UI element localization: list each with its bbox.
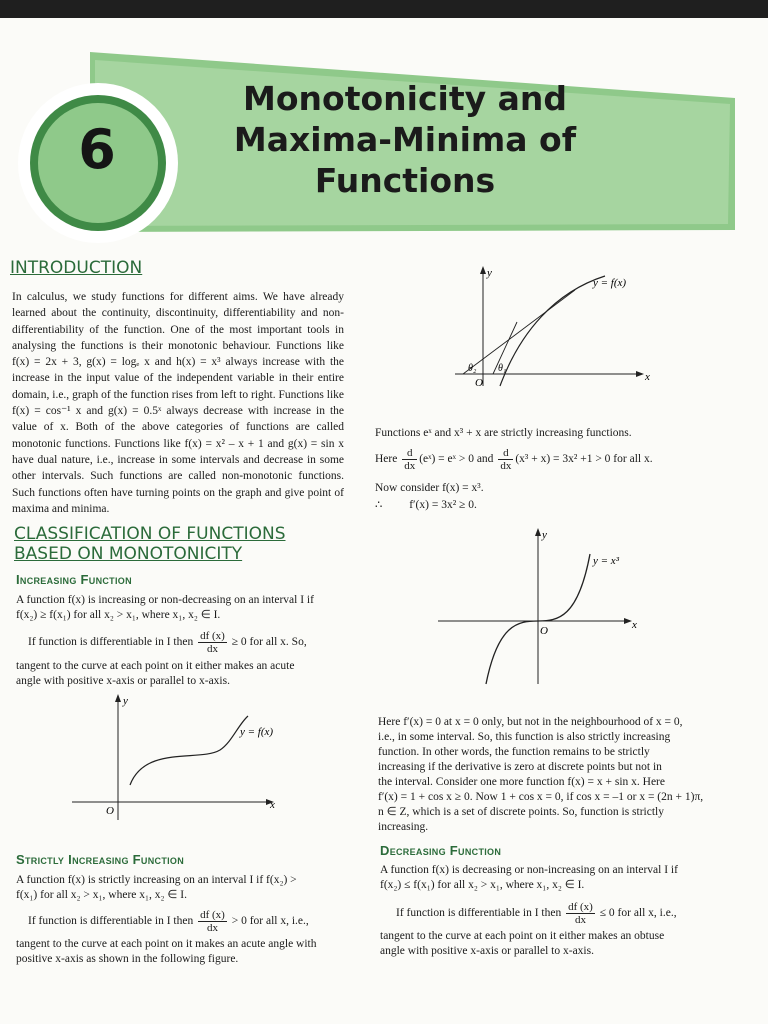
fraction-denominator: dx [206,922,218,934]
increasing-function-heading: Increasing Function [16,572,132,587]
condition-prefix: If function is differentiable in I then [396,907,562,920]
increasing-def-line: angle with positive x-axis or parallel to x-axis. [16,675,230,687]
fraction-denominator: dx [500,460,512,472]
condition-prefix: If function is differentiable in I then [28,915,194,928]
angle-label: θ₁ [498,363,507,374]
intro-heading: INTRODUCTION [10,258,143,278]
classification-heading [14,524,286,564]
derivative-expression: (eˣ) = eˣ > 0 and [419,453,494,466]
intro-paragraph: In calculus, we study functions for different aims. We have already learned about the continuity, discontinuity, differentiability and non-differentiability of the function. One of the most important tools in analysing the functions is their monotonic behaviour. Functions like f(x) = 2x + 3, g(x) = logₑ x and h(x) = x³ always increase with the increase in the input value of the independent variable in their entire domain, i.e., graph of the function rises from left to right. Functions like f(x) = cos⁻¹ x and g(x) = 0.5ˣ always decrease with increase in the value of x. Both of the above categories of functions are called monotonic functions. Functions like f(x) = x² – x + 1 and g(x) = sin x have dual nature, i.e., increase in some intervals and decrease in some other intervals. Such functions are called non-monotonic functions. Such functions often have turning points on the graph and give point of maxima and minima. [12,291,344,515]
graph-curve-label: y = f(x) [593,277,627,289]
therefore-line [375,497,477,513]
graph-x-axis-label: x [632,619,637,631]
strictly-increasing-condition [28,909,309,934]
fraction-denominator: dx [206,643,218,655]
strictly-increasing-line: A function f(x) is strictly increasing on an interval I if f(x₂) > [16,874,297,886]
derivative-result: f′(x) = 3x² ≥ 0. [409,499,477,511]
graph-curve-label: y = x³ [593,555,619,567]
increasing-def-line: f(x₂) ≥ f(x₁) for all x₂ > x₁, where x₁, x₂ ∈ I. [16,609,221,621]
therefore-symbol: ∴ [375,499,383,511]
explanation-line: the interval. Consider one more function f(x) = x + sin x. Here [378,776,665,788]
increasing-def-line: tangent to the curve at each point on it either makes an acute [16,660,295,672]
consider-line: Now consider f(x) = x³. [375,482,484,494]
fraction-numerator: d [498,447,513,460]
d-dx-fraction [498,447,513,472]
graph-x-axis-label: x [645,371,650,383]
classification-heading-line: CLASSIFICATION OF FUNCTIONS [14,524,286,544]
derivative-fraction [198,909,227,934]
strictly-increasing-line: positive x-axis as shown in the following figure. [16,953,239,965]
chapter-title-line: Maxima-Minima of [233,120,577,159]
derivative-fraction [198,630,227,655]
d-dx-fraction [402,447,417,472]
here-label: Here [375,453,398,466]
graph-x-axis-label: x [270,799,275,811]
fraction-denominator: dx [574,914,586,926]
graph-origin-label: O [106,805,114,817]
derivative-fraction [566,901,595,926]
fraction-numerator: df (x) [200,630,225,642]
strictly-increasing-heading: Strictly Increasing Function [16,852,185,867]
classification-heading-line: BASED ON MONOTONICITY [14,544,243,564]
condition-suffix: ≤ 0 for all x, i.e., [599,907,677,920]
explanation-line: function. In other words, the function remains to be strictly [378,746,650,758]
decreasing-function-heading: Decreasing Function [380,843,502,858]
fraction-numerator: d [402,447,417,460]
graph-y-axis-label: y [542,529,547,541]
chapter-title-line: Functions [314,161,496,200]
strictly-increasing-line: tangent to the curve at each point on it makes an acute angle with [16,938,317,950]
condition-suffix: ≥ 0 for all x. So, [231,636,307,649]
explanation-line: Here f′(x) = 0 at x = 0 only, but not in the neighbourhood of x = 0, [378,716,683,728]
decreasing-def-line: angle with positive x-axis or parallel to x-axis. [380,945,594,957]
condition-prefix: If function is differentiable in I then [28,636,194,649]
strictly-increasing-examples: Functions eˣ and x³ + x are strictly increasing functions. [375,427,632,439]
explanation-line: increasing. [378,821,429,833]
fraction-numerator: df (x) [568,901,593,913]
tangent-angle-graph [445,262,665,392]
angle-label: θ₂ [468,363,477,374]
strictly-increasing-line: f(x₁) for all x₂ > x₁, where x₁, x₂ ∈ I. [16,889,187,901]
graph-origin-label: O [540,625,548,637]
fraction-denominator: dx [404,460,416,472]
chapter-title-line: Monotonicity and [243,79,567,118]
decreasing-def-line: A function f(x) is decreasing or non-increasing on an interval I if [380,864,678,876]
increasing-condition [28,630,307,655]
increasing-function-graph [60,690,300,835]
cubic-function-graph [428,524,658,689]
explanation-line: n ∈ Z, which is a set of discrete points. So, function is strictly [378,806,664,818]
graph-y-axis-label: y [487,267,492,279]
graph-curve-label: y = f(x) [240,726,274,738]
graph-origin-label: O [475,377,483,389]
explanation-line: f′(x) = 1 + cos x ≥ 0. Now 1 + cos x = 0, if cos x = –1 or x = (2n + 1)π, [378,791,704,803]
chapter-title [225,78,585,201]
decreasing-condition [396,901,677,926]
condition-suffix: > 0 for all x, i.e., [231,915,309,928]
derivative-expression: (x³ + x) = 3x² +1 > 0 for all x. [515,453,653,466]
chapter-number: 6 [78,118,116,181]
graph-y-axis-label: y [123,695,128,707]
fraction-numerator: df (x) [200,909,225,921]
explanation-line: i.e., in some interval. So, this function is also strictly increasing [378,731,671,743]
decreasing-def-line: f(x₂) ≤ f(x₁) for all x₂ > x₁, where x₁, x₂ ∈ I. [380,879,585,891]
increasing-def-line: A function f(x) is increasing or non-decreasing on an interval I if [16,594,314,606]
explanation-line: increasing if the derivative is zero at discrete points but not in [378,761,662,773]
derivative-example [375,447,653,472]
decreasing-def-line: tangent to the curve at each point on it either makes an obtuse [380,930,665,942]
